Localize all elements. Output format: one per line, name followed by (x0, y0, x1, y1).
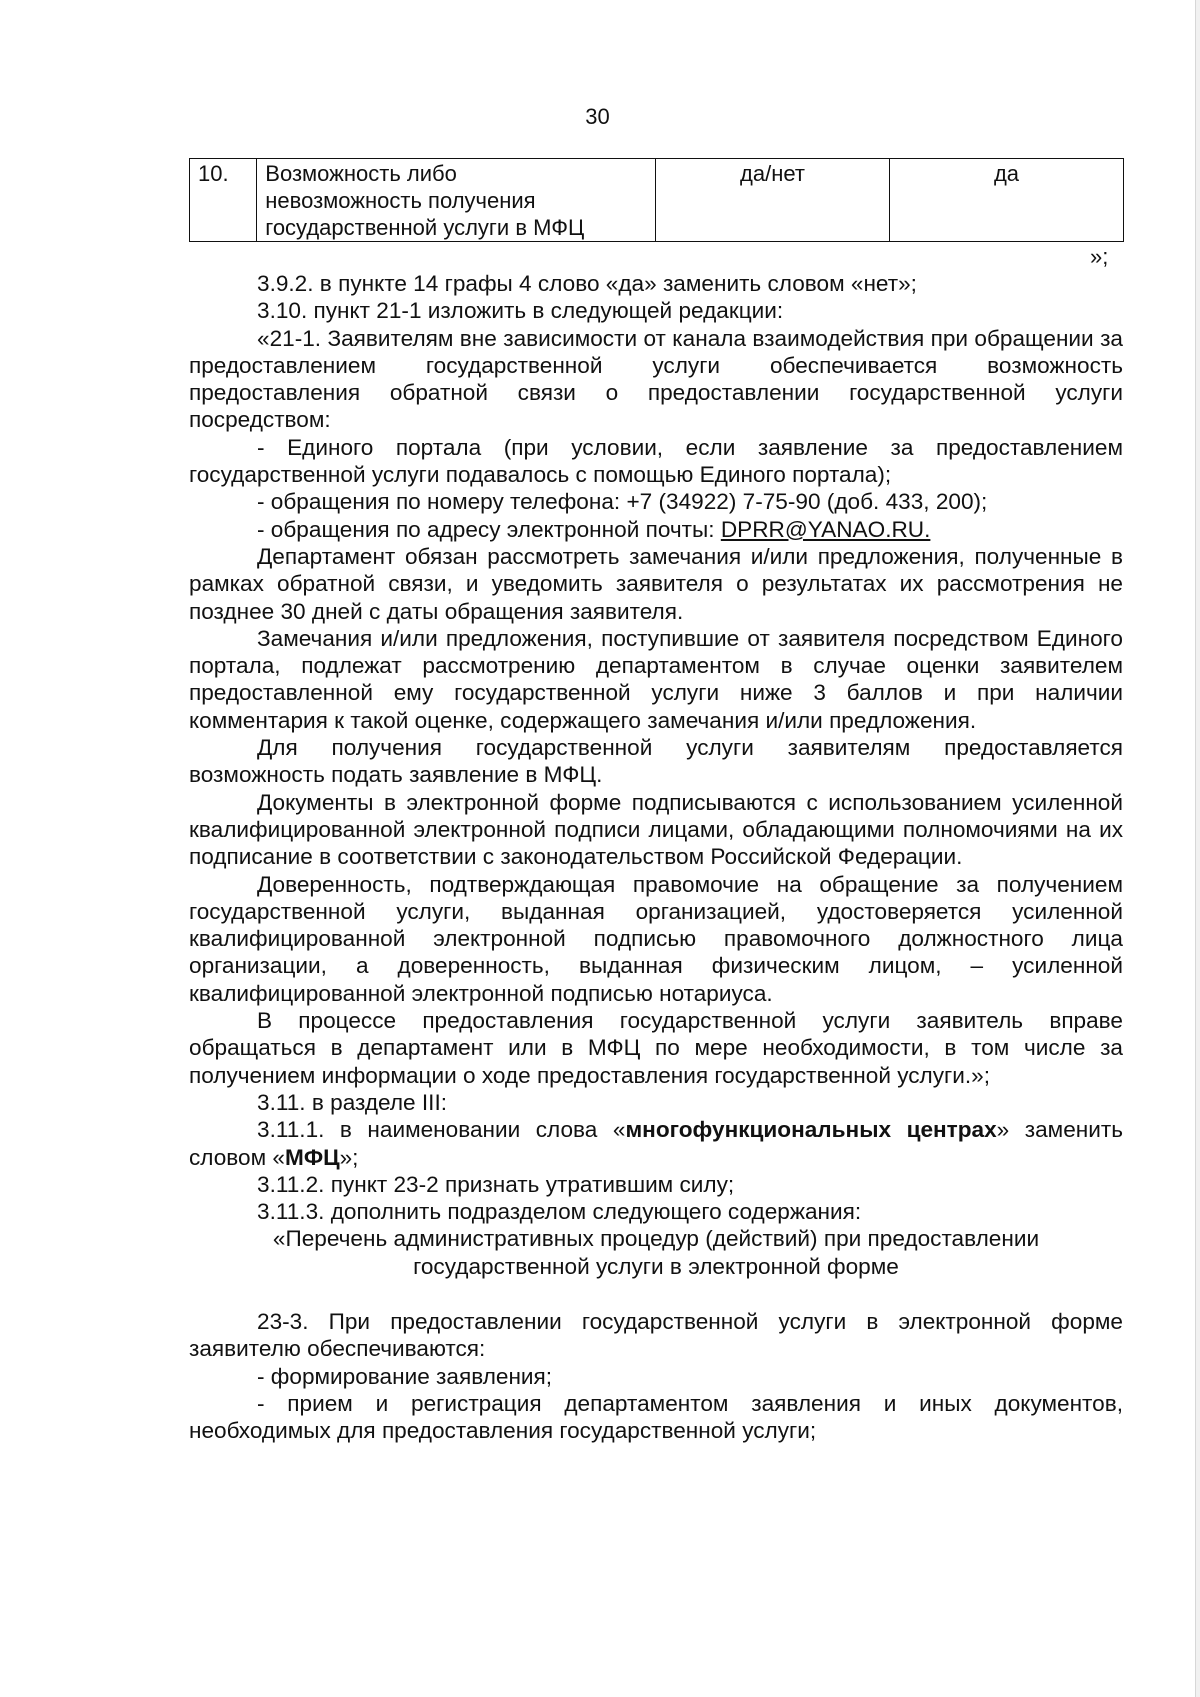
feature-line: невозможность получения (265, 188, 536, 213)
row-values-type: да/нет (655, 159, 889, 242)
paragraph: - формирование заявления; (257, 1363, 553, 1389)
paragraph: Для получения государственной услуги заявителям предоставляется возможность подать заявление в МФЦ. (189, 735, 1123, 788)
row-number: 10. (190, 159, 257, 242)
paragraph: Департамент обязан рассмотреть замечания и/или предложения, полученные в рамках обратной связи, и уведомить заявителя о результатах их рассмотрения не позднее 30 дней с даты обращения заявителя. (189, 543, 1123, 624)
table-close-quote: »; (1090, 244, 1109, 269)
paragraph: - обращения по номеру телефона: +7 (34922) 7-75-90 (доб. 433, 200); (257, 489, 988, 515)
paragraph (189, 516, 1123, 543)
paragraph: 3.10. пункт 21-1 изложить в следующей редакции: (257, 298, 784, 324)
email-link[interactable]: DPRR@YANAO.RU. (720, 516, 931, 542)
paragraph: 3.11. в разделе III: (257, 1089, 448, 1115)
paragraph-text: - обращения по адресу электронной почты: (257, 516, 721, 542)
table-row (190, 159, 1124, 242)
attributes-table (189, 158, 1124, 242)
feature-line: Возможность либо (265, 161, 457, 186)
page-number: 30 (585, 104, 610, 129)
paragraph: - Единого портала (при условии, если заявление за предоставлением государственной услуги подавалось с помощью Единого портала); (189, 434, 1123, 488)
bold-text: МФЦ (285, 1144, 340, 1170)
paragraph: «21-1. Заявителям вне зависимости от канала взаимодействия при обращении за предоставлением государственной услуги обеспечивается возможность предоставления обратной связи о предоставлении государственной услуги посредством: (189, 325, 1123, 433)
paragraph: 3.11.2. пункт 23-2 признать утратившим силу; (257, 1171, 735, 1197)
paragraph-text: » заменить словом « (189, 1117, 1123, 1170)
paragraph: Доверенность, подтверждающая правомочие на обращение за получением государственной услуги, выданная организацией, удостоверяется усиленной квалифицированной электронной подписью правомочного должностного лица организации, а доверенность, выданная физическим лицом, – усиленной квалифицированной электронной подписью нотариуса. (189, 871, 1123, 1006)
heading-line: государственной услуги в электронной форме (413, 1253, 899, 1279)
paragraph: Замечания и/или предложения, поступившие от заявителя посредством Единого портала, подлежат рассмотрению департаментом в случае оценки заявителем предоставленной ему государственной услуги ниже 3 баллов и при наличии комментария к такой оценке, содержащего замечания и/или предложения. (189, 625, 1123, 733)
paragraph: 3.11.3. дополнить подразделом следующего содержания: (257, 1199, 862, 1225)
row-feature (257, 159, 656, 242)
paragraph-text: 3.11.1. в наименовании слова « (257, 1117, 626, 1143)
paragraph: 23-3. При предоставлении государственной услуги в электронной форме заявителю обеспечиваются: (189, 1308, 1123, 1362)
row-value: да (889, 159, 1123, 242)
paragraph: - прием и регистрация департаментом заявления и иных документов, необходимых для предоставления государственной услуги; (189, 1390, 1123, 1444)
paragraph-text: »; (339, 1144, 359, 1170)
paragraph: Документы в электронной форме подписываются с использованием усиленной квалифицированной электронной подписи лицами, обладающими полномочиями на их подписание в соответствии с законодательством Российской Федерации. (189, 789, 1123, 870)
paragraph: 3.9.2. в пункте 14 графы 4 слово «да» заменить словом «нет»; (257, 271, 917, 296)
subsection-heading (189, 1225, 1123, 1280)
feature-line: государственной услуги в МФЦ (265, 215, 585, 240)
paragraph (189, 1116, 1123, 1171)
bold-text: многофункциональных центрах (625, 1117, 997, 1143)
body-text (189, 270, 1123, 1444)
heading-line: «Перечень административных процедур (действий) при предоставлении (272, 1226, 1040, 1252)
paragraph: В процессе предоставления государственной услуги заявитель вправе обращаться в департамент или в МФЦ по мере необходимости, в том числе за получением информации о ходе предоставления государственной услуги.»; (189, 1008, 1123, 1088)
blank-line (189, 1280, 1123, 1308)
